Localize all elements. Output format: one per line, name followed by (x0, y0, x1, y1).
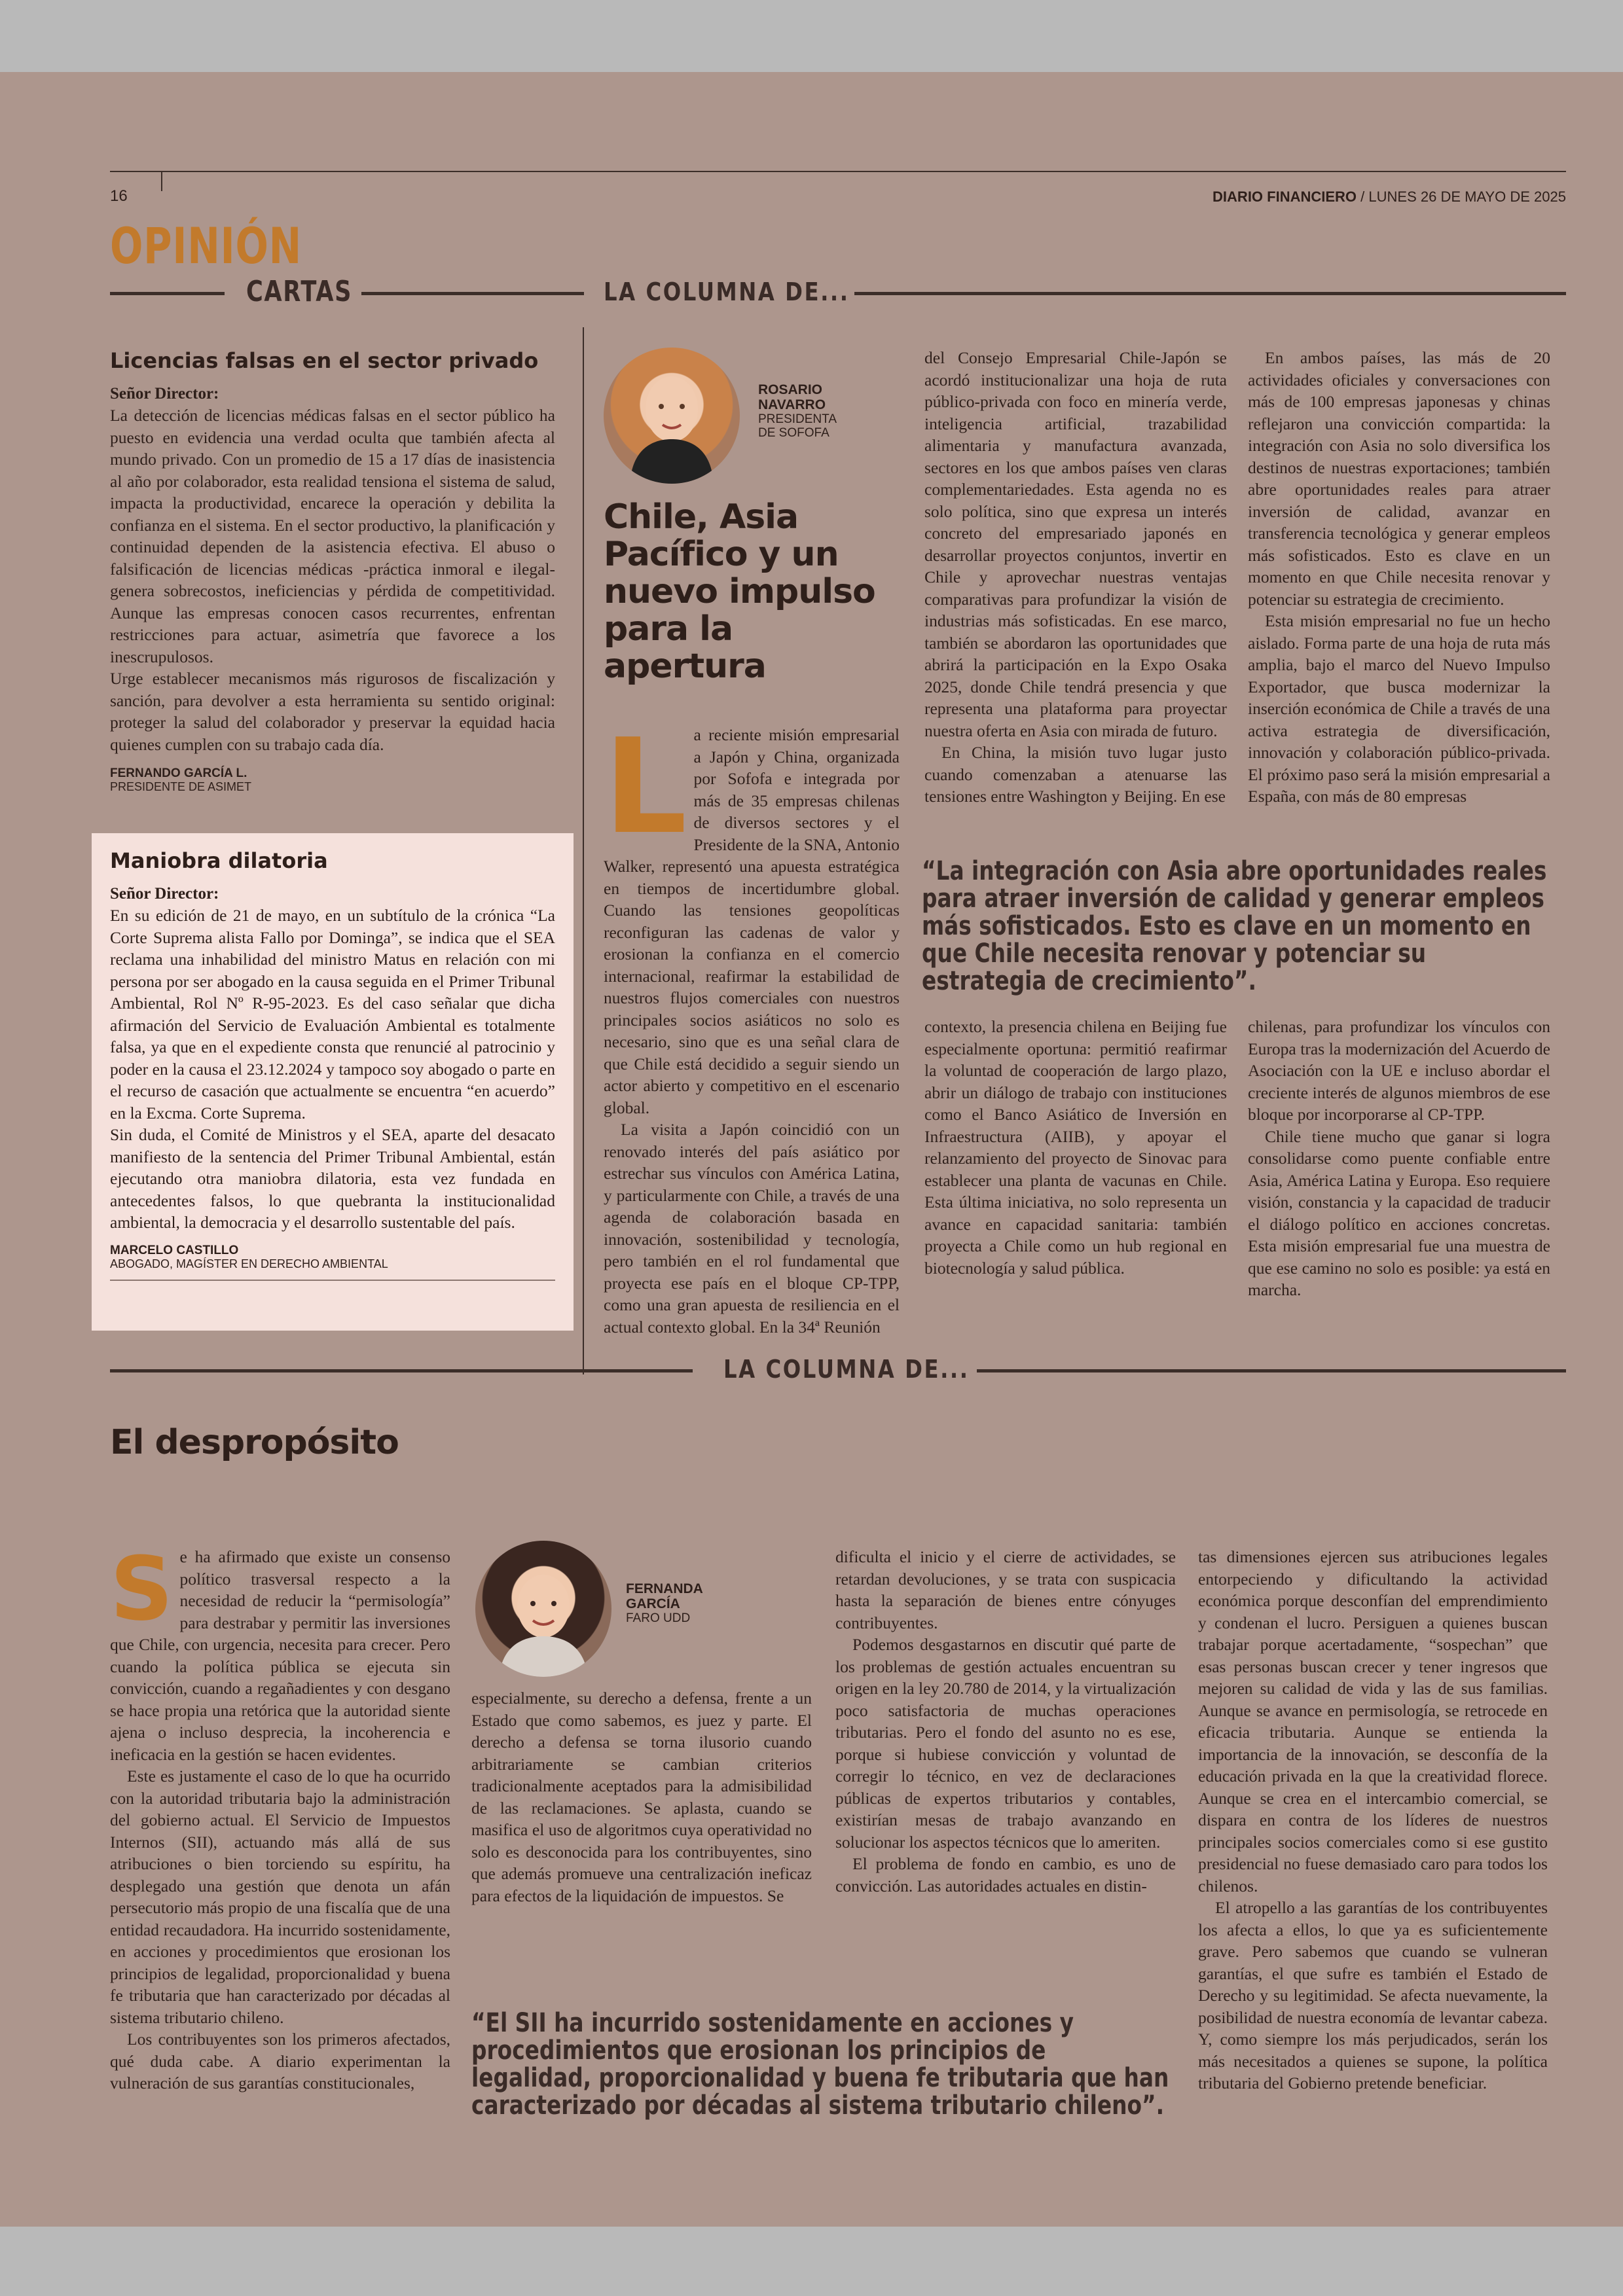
letter-paragraph: Urge establecer mecanismos más rigurosos de fiscalización y sanción, para devolver a esta herramienta su sentido original: proteger la salud del colaborador y preservar la equidad hacia quienes cumplen con su trabajo cada día. (110, 669, 555, 754)
column-paragraph: chilenas, para profundizar los vínculos con Europa tras la modernización del Acuerdo de Asociación con la UE e incluso abordar el creciente interés de algunos miembros de ese bloque por incorporarse al CP-TPP. (1248, 1017, 1550, 1124)
column-paragraph: del Consejo Empresarial Chile-Japón se acordó institucionalizar una hoja de ruta público-privada con foco en minería verde, inteligencia artificial, trazabilidad alimentaria y manufactura avanzada, sectores en los que ambos países ven claras complementariedades. Esta agenda no es solo política, sino que expresa un interés concreto del empresariado japonés en desarrollar proyectos conjuntos, invertir en Chile y aprovechar nuestras ventajas comparativas para profundizar la visión de industrias más sofisticadas. En ese marco, también se abordaron las oportunidades que abrirá la participación en la Expo Osaka 2025, donde Chile tendrá presencia y que representa una plataforma para proyectar nuestra oferta en Asia con mirada de futuro. (924, 348, 1227, 740)
letter-signature (110, 1244, 555, 1270)
header-tick (161, 171, 162, 191)
author2-credit (626, 1581, 703, 1625)
author2-photo (475, 1541, 611, 1677)
drop-cap: L (604, 711, 687, 863)
letter-author: MARCELO CASTILLO (110, 1243, 239, 1257)
column-paragraph: La visita a Japón coincidió con un renovado interés del país asiático por estrechar sus vínculos con América Latina, y particularmente con Chile, a través de una agenda de colaboración basada en innovación, sostenibilidad y tecnología, pero también en el rol fundamental que proyecta ese país en el bloque CP-TPP, como una gran apuesta de resiliencia en el actual contexto global. En la 34ª Reunión (604, 1120, 900, 1336)
author-photo (604, 348, 740, 484)
column-paragraph: contexto, la presencia chilena en Beijing fue especialmente oportuna: permitió reafirmar la voluntad de cooperación de largo plazo, abrir un diálogo de trabajo con instituciones como el Banco Asiático de Inversión en Infraestructura (AIIB), y apoyar el relanzamiento del proyecto de Sinovac para establecer una planta de vacunas en Chile. Esta última iniciativa, no solo representa un avance en capacidad sanitaria: también proyecta a Chile como un hub regional en biotecnología y salud pública. (924, 1017, 1227, 1278)
author-role: PRESIDENTA DE SOFOFA (758, 412, 836, 440)
column2-text-c (835, 1546, 1176, 1897)
letter-licencias (110, 348, 555, 793)
column2-rule-right (977, 1369, 1566, 1372)
column2-paragraph: especialmente, su derecho a defensa, frente a un Estado que como sabemos, es juez y parte. El derecho a defensa se torna ilusorio cuando arbitrariamente se cambian criterios tradicionalmente aceptados para la admisibilidad de las reclamaciones. Se aplasta, cuando se masifica el uso de algoritmos cuya operatividad no solo es desconocida para los contribuyentes, sino que además promueve una centralización ineficaz para efectos de la liquidación de impuestos. Se (471, 1689, 812, 1905)
publication-name: DIARIO FINANCIERO (1213, 188, 1357, 205)
column-text-a (604, 711, 900, 1338)
column2-paragraph: Los contribuyentes son los primeros afectados, qué duda cabe. A diario experimentan la vulneración de sus garantías constitucionales, (110, 2030, 450, 2092)
letter-author-role: ABOGADO, MAGÍSTER EN DERECHO AMBIENTAL (110, 1257, 388, 1270)
column-text-c-bottom (1248, 1016, 1550, 1301)
cartas-rule-right (361, 292, 584, 295)
column-paragraph: En China, la misión tuvo lugar justo cuando comenzaban a atenuarse las tensiones entre Washington y Beijing. En ese (924, 743, 1227, 806)
column-label-rule (854, 292, 1566, 295)
subsection-title: CARTAS (246, 275, 353, 308)
column2-headline: El despropósito (110, 1423, 399, 1462)
letter-title: Licencias falsas en el sector privado (110, 348, 539, 373)
column2-paragraph: El atropello a las garantías de los contribuyentes los afecta a ellos, lo que ya es suficientemente grave. Pero sabemos que cuando se vulneran garantías, el que sufre es también el Estado de Derecho y su legitimidad. Se afecta nuevamente, la posibilidad de nuestra economía de levantar cabeza. Y, como siempre los más perjudicados, serán los más necesitados a quienes se supone, la política tributaria del Gobierno pretende beneficiar. (1198, 1898, 1548, 2092)
column2-rule-left (110, 1369, 693, 1372)
author2-role: FARO UDD (626, 1611, 691, 1625)
author-last-name: NAVARRO (758, 397, 826, 412)
header-rule (110, 171, 1566, 172)
column2-label: LA COLUMNA DE... (723, 1355, 970, 1384)
column2-paragraph: Podemos desgastarnos en discutir qué parte de los problemas de gestión actuales encuentran su origen en la ley 20.780 de 2014, y la virtualización poco satisfactoria de muchas operaciones tributarias. Pero el fondo del asunto no es ese, porque si hubiese convicción y voluntad de corregir lo técnico, en vez de declaraciones públicas de expertos tributarios y contables, existirían mesas de trabajo avanzando en solucionar los aspectos técnicos que lo ameriten. (835, 1635, 1176, 1852)
page-number: 16 (110, 187, 128, 205)
pull-quote-2: “El SII ha incurrido sostenidamente en acciones y procedimientos que erosionan los principios de legalidad, proporcionalidad y buena fe tributaria que han caracterizado por décadas al sistema tributario chileno”. (471, 2008, 1169, 2121)
column-paragraph: Esta misión empresarial no fue un hecho aislado. Forma parte de una hoja de ruta más amplia, bajo el marco del Nuevo Impulso Exportador, que busca modernizar la inserción económica de Chile a través de una activa estrategia de diversificación, innovación y colaboración público-privada. El próximo paso será la misión empresarial a España, con más de 80 empresas (1248, 611, 1550, 806)
letter-maniobra (110, 848, 555, 1281)
masthead (1087, 188, 1566, 206)
portrait-icon (604, 348, 740, 484)
column2-paragraph: tas dimensiones ejercen sus atribuciones legales entorpeciendo y dificultando la actividad económica porque desconfían del emprendimiento y condenan el lucro. Persiguen a quienes buscan trabajar porque acertadamente, “sospechan” que esas personas buscan crecer y tener ingresos que mejoren su calidad de vida y las de sus familias. Aunque se avance en permisología, se retrocede en eficacia tributaria. Aunque se entienda la importancia de la innovación, se desconfía de la educación privada en la que la creatividad florece. Aunque se crea en el intercambio comercial, se dispara en contra de los líderes de nuestros principales socios comerciales como si ese gustito presidencial no fuese demasiado caro para todos los chilenos. (1198, 1547, 1548, 1895)
letter-paragraph: En su edición de 21 de mayo, en un subtítulo de la crónica “La Corte Suprema alista Fallo por Dominga”, se indica que el SEA reclama una inhabilidad del ministro Matus en relación con mi persona por ser abogado en la causa seguida en el Primer Tribunal Ambiental, Rol Nº R-95-2023. Es del caso señalar que dicha afirmación del Servicio de Evaluación Ambiental es totalmente falsa, ya que en el expediente consta que renuncié al patrocinio y poder en la causa el 23.12.2024 y tampoco soy abogado o parte en el recurso de casación que actualmente se encuentra “en acuerdo” en la Excma. Corte Suprema. (110, 906, 555, 1122)
letter-author: FERNANDO GARCÍA L. (110, 766, 247, 780)
section-title: OPINIÓN (110, 217, 302, 275)
publication-date: / LUNES 26 DE MAYO DE 2025 (1357, 188, 1566, 205)
letter-salutation: Señor Director: (110, 885, 219, 903)
newspaper-page (0, 72, 1623, 2227)
column-paragraph: Chile tiene mucho que ganar si logra consolidarse como puente confiable entre Asia, América Latina y Europa. Eso requiere visión, constancia y la capacidad de traducir el diálogo político en acciones concretas. Esta misión empresarial fue una muestra de que ese camino no solo es posible: ya está en marcha. (1248, 1126, 1550, 1299)
column2-text-d (1198, 1546, 1548, 2094)
column2-paragraph: dificulta el inicio y el cierre de actividades, se retardan devoluciones, y se trata con suspicacia hasta la separación de bienes entre cónyuges contribuyentes. (835, 1547, 1176, 1632)
letter-title: Maniobra dilatoria (110, 848, 328, 873)
author2-last-name: GARCÍA (626, 1596, 680, 1611)
pull-quote: “La integración con Asia abre oportunidades reales para atraer inversión de calidad y generar empleos más sofisticados. Esto es clave en un momento en que Chile necesita renovar y potenciar su estrategia de crecimiento”. (922, 856, 1547, 996)
author2-first-name: FERNANDA (626, 1581, 703, 1596)
letter-paragraph: Sin duda, el Comité de Ministros y el SEA, aparte del desacato manifiesto de la sentencia del Primer Tribunal Ambiental, están ejecutando otra maniobra dilatoria, esta vez fundada en antecedentes falsos, lo que quebranta la institucionalidad ambiental, la democracia y el desarrollo sustentable del país. (110, 1125, 555, 1232)
letter-author-role: PRESIDENTE DE ASIMET (110, 780, 252, 793)
column2-text-b (471, 1687, 812, 1907)
column-label: LA COLUMNA DE... (604, 278, 850, 306)
letter-paragraph: La detección de licencias médicas falsas en el sector público ha puesto en evidencia una verdad oculta que también afecta al mundo privado. Con un promedio de 15 a 17 días de inasistencia al año por colaborador, esta realidad tensiona el sistema de salud, impacta la productividad, encarece la operación y debilita la confianza en el sistema. En el sector productivo, la planificación y continuidad dependen de la asistencia efectiva. El abuso o falsificación de licencias médicas -práctica inmoral e ilegal- genera sobrecostos, ineficiencias y pérdida de competitividad. Aunque las empresas conocen casos recurrentes, enfrentan restricciones para actuar, asimetría que favorece a los inescrupulosos. (110, 406, 555, 666)
column2-paragraph: El problema de fondo en cambio, es uno de convicción. Las autoridades actuales en distin- (835, 1854, 1176, 1895)
vertical-divider (583, 327, 584, 1374)
letter-signature (110, 767, 555, 793)
portrait-icon (475, 1541, 611, 1677)
column2-paragraph: e ha afirmado que existe un consenso político trasversal respecto a la necesidad de reducir la “permisología” para destrabar y permitir las inversiones que Chile, con urgencia, necesita para crecer. Pero cuando la política pública se ejecuta sin convicción, cuando a regañadientes y con desgano se hace propia una retórica que la autoridad siente ajena o incluso desprecia, la incoherencia e ineficacia en la gestión se hacen evidentes. (110, 1547, 450, 1764)
column-text-c-top (1248, 347, 1550, 808)
author-credit (758, 382, 856, 440)
column-paragraph: En ambos países, las más de 20 actividades oficiales y conversaciones con más de 100 empresas japonesas y chinas reflejaron una convicción compartida: la integración con Asia no solo diversifica los destinos de nuestras exportaciones; también abre oportunidades reales para atraer inversión de calidad, avanzar en transferencia tecnológica y generar empleos más sofisticados. Esto es clave en un momento en que Chile necesita renovar y potenciar su estrategia de crecimiento. (1248, 348, 1550, 609)
cartas-rule-left (110, 292, 225, 295)
drop-cap-2: S (110, 1538, 173, 1640)
column2-text-a (110, 1538, 450, 2094)
column-text-b-top (924, 347, 1227, 808)
column-text-b-bottom (924, 1016, 1227, 1279)
column2-paragraph: Este es justamente el caso de lo que ha ocurrido con la autoridad tributaria bajo la administración del gobierno actual. El Servicio de Impuestos Internos (SII), actuando más allá de sus atribuciones o bien torciendo su espíritu, ha desplegado una gestión que denota un afán persecutorio más propio de una fiscalía que de una entidad recaudadora. Ha incurrido sostenidamente, en acciones y procedimientos que erosionan los principios de legalidad, proporcionalidad y buena fe tributaria que han caracterizado por décadas al sistema tributario chileno. (110, 1767, 450, 2027)
letter-salutation: Señor Director: (110, 385, 219, 403)
author-first-name: ROSARIO (758, 382, 823, 397)
letter-end-rule (110, 1280, 555, 1281)
column-paragraph: a reciente misión empresarial a Japón y China, organizada por Sofofa e integrada por más de 35 empresas chilenas de diversos sectores y el Presidente de la SNA, Antonio Walker, representó una apuesta estratégica en tiempos de incertidumbre global. Cuando las tensiones geopolíticas reconfiguran las cadenas de valor y erosionan la confianza en el comercio internacional, reafirmar la estabilidad de nuestros flujos comerciales con nuestros principales socios asiáticos no solo es necesario, sino que es una señal clara de que Chile está decidido a seguir siendo un actor abierto y competitivo en el escenario global. (604, 725, 900, 1117)
column-headline: Chile, Asia Pacífico y un nuevo impulso para la apertura (604, 497, 875, 686)
